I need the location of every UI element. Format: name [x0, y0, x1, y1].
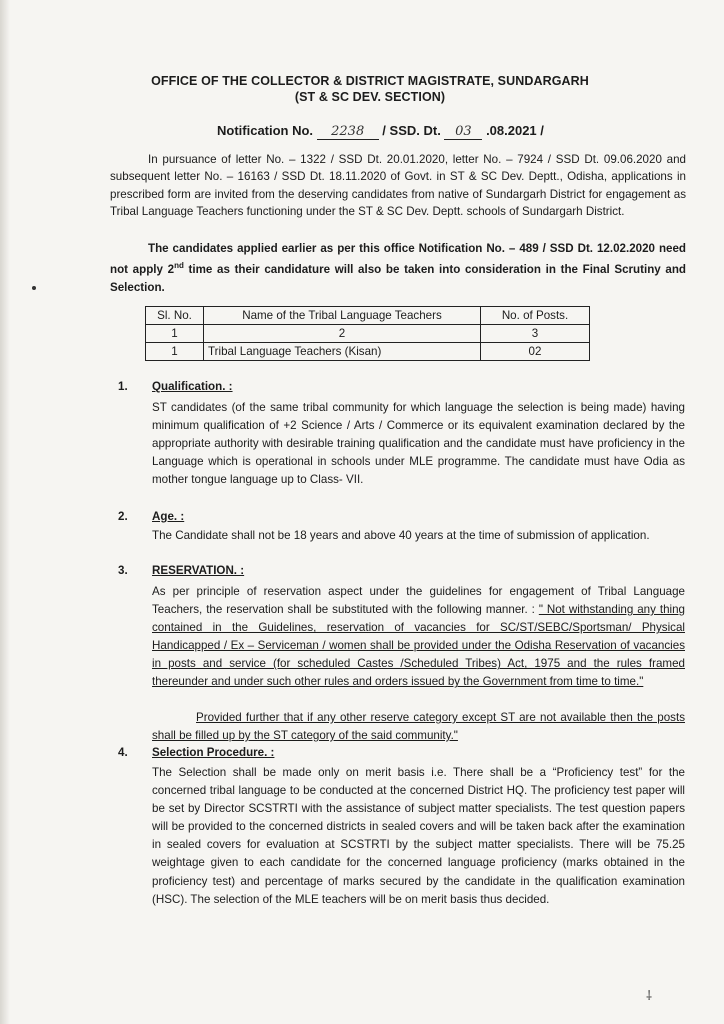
section-body: [152, 583, 685, 692]
table-cell: 1: [146, 343, 204, 361]
posts-table: [145, 306, 590, 361]
table-header-cell: No. of Posts.: [481, 307, 590, 325]
bold-note-a: The candidates applied earlier as per this office Notification No. – 489 / SSD Dt. 12.02.2020 need not apply 2: [110, 242, 686, 277]
table-cell: 2: [204, 325, 481, 343]
notification-day: 03: [444, 124, 482, 140]
section-body: ST candidates (of the same tribal community for which language the selection is being made) having minimum qualification of +2 Science / Arts / Commerce or its equivalent examination declared by the appropriate authority with desirable training qualification and the candidate must have proficiency in the Language which is operational in schools under MLE programme. The candidate must have Odia as mother tongue language up to Class- VII.: [152, 401, 685, 487]
scan-speck: [32, 286, 36, 290]
table-header-cell: Sl. No.: [146, 307, 204, 325]
section-number: 2.: [118, 510, 128, 523]
intro-text: In pursuance of letter No. – 1322 / SSD Dt. 20.01.2020, letter No. – 7924 / SSD Dt. 09.06.2020 and subsequent letter No. – 16163 / SSD Dt. 18.11.2020 of Govt. in ST & SC Dev. Deptt., Odisha, applications in prescribed form are invited from the deserving candidates from native of Sundargarh District for engagement as Tribal Language Teachers functioning under the ST & SC Dev. Deptt. schools of Sundargarh District.: [110, 153, 686, 219]
reservation-proviso: [152, 709, 685, 745]
section-number: 3.: [118, 564, 128, 577]
notification-mid: / SSD. Dt.: [382, 123, 441, 138]
table-numbering-row: [146, 325, 590, 343]
section-body: The Candidate shall not be 18 years and above 40 years at the time of submission of application.: [152, 529, 650, 542]
notification-line: [217, 123, 544, 140]
notification-prefix: Notification No.: [217, 123, 314, 138]
intro-bold-note: [110, 240, 686, 296]
table-row: [146, 343, 590, 361]
section-title: (ST & SC DEV. SECTION): [294, 90, 446, 104]
office-title: OFFICE OF THE COLLECTOR & DISTRICT MAGISTRATE, SUNDARGARH: [151, 74, 589, 88]
section-heading: RESERVATION. :: [152, 564, 245, 577]
section-body: The Selection shall be made only on merit basis i.e. There shall be a “Proficiency test” for the concerned tribal language to be conducted at the concerned District HQ. The proficiency test paper will be set by Director SCSTRTI with the assistance of subject matter specialists. The test question papers will be provided to the concerned districts in sealed covers and will be taken back after the examination in sealed covers for evaluation at SCSTRTI by the subject matter specialists. There will be 75.25 weightage given to each candidate for the concerned language proficiency (marks obtained in the proficiency test) and percentage of marks secured by the candidate in the qualification examination (HSC). The selection of the MLE teachers will be on merit basis thus decided.: [152, 766, 685, 906]
table-cell: Tribal Language Teachers (Kisan): [204, 343, 481, 361]
reservation-quoted-text: " Not withstanding any thing contained in the Guidelines, reservation of vacancies for SC/ST/SEBC/Sportsman/ Physical Handicapped / Ex – Serviceman / women shall be provided under the Odisha Reservation of vacancies in posts and service (for scheduled Castes /Scheduled Tribes) Act, 1975 and the rules framed thereunder and under such other rules and orders issued by the Government from time to time.": [152, 603, 686, 689]
notification-suffix: .08.2021 /: [486, 123, 544, 138]
proviso-text: Provided further that if any other reserve category except ST are not available then the posts shall be filled up by the ST category of the said community.": [152, 711, 685, 743]
section-heading: Selection Procedure. :: [152, 746, 275, 759]
table-header-row: [146, 307, 590, 325]
section-heading: Age. :: [152, 510, 185, 523]
handwritten-mark: ⸸: [646, 989, 653, 1004]
bold-note-b: time as their candidature will also be taken into consideration in the Final Scrutiny and Selection.: [110, 263, 686, 294]
section-number: 1.: [118, 380, 128, 393]
section-heading: Qualification. :: [152, 380, 233, 393]
table-cell: 1: [146, 325, 204, 343]
section-number: 4.: [118, 746, 128, 759]
reservation-text: As per principle of reservation aspect under the guidelines for engagement of Tribal Language Teachers, the reservation shall be substituted with the following manner. :: [152, 585, 685, 617]
table-cell: 02: [481, 343, 590, 361]
scan-edge-shadow: [0, 0, 10, 1024]
table-cell: 3: [481, 325, 590, 343]
intro-paragraph: [110, 151, 686, 221]
bold-note-sup: nd: [174, 261, 184, 271]
table-header-cell: Name of the Tribal Language Teachers: [204, 307, 481, 325]
notification-number: 2238: [317, 124, 379, 140]
